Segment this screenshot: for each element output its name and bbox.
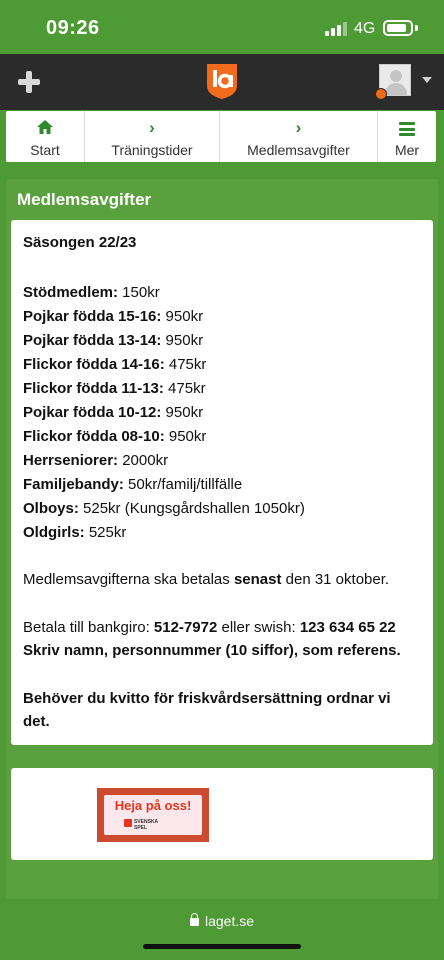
notification-dot (375, 88, 387, 100)
season-heading: Säsongen 22/23 (23, 234, 137, 251)
url-bar[interactable] (0, 913, 444, 929)
fee-row: Pojkar födda 10-12: 950kr (23, 404, 204, 421)
nav-item-mer[interactable] (378, 111, 436, 162)
nav-label: Medlemsavgifter (247, 142, 350, 158)
fee-row: Herrseniorer: 2000kr (23, 452, 169, 469)
fees-card (11, 220, 433, 745)
url-text: laget.se (204, 913, 255, 929)
fee-row: Oldgirls: 525kr (23, 524, 127, 541)
fee-row: Stödmedlem: 150kr (23, 284, 160, 301)
fee-row: Pojkar födda 15-16: 950kr (23, 308, 204, 325)
receipt-text-cont: det. (23, 713, 50, 730)
ad-card (11, 768, 433, 860)
nav-item-traningstider[interactable] (85, 111, 220, 162)
ad-title: Heja på oss! (114, 798, 192, 813)
nav-label: Träningstider (111, 142, 193, 158)
lock-icon (190, 918, 199, 926)
chevron-right-icon: › (295, 118, 302, 137)
browser-bar (0, 900, 444, 960)
battery-tip (415, 25, 418, 31)
home-icon (6, 119, 84, 137)
nav-label: Mer (394, 142, 420, 158)
chevron-down-icon[interactable] (422, 77, 432, 83)
network-type: 4G (354, 20, 376, 37)
ad-brand: SVENSKA SPEL (134, 819, 159, 831)
battery-icon (383, 20, 413, 36)
ad-banner[interactable] (97, 788, 209, 842)
fee-row: Pojkar födda 13-14: 950kr (23, 332, 204, 349)
page-title: Medlemsavgifter (17, 190, 152, 209)
breadcrumb-nav (6, 111, 436, 162)
fee-row: Olboys: 525kr (Kungsgårdshallen 1050kr) (23, 500, 305, 517)
fee-row: Flickor födda 11-13: 475kr (23, 380, 206, 397)
plus-icon[interactable] (18, 71, 40, 93)
chevron-right-icon: › (149, 118, 155, 137)
status-bar (0, 0, 444, 54)
nav-label: Start (30, 142, 60, 158)
svenska-spel-logo (124, 819, 132, 827)
nav-item-start[interactable] (6, 111, 85, 162)
nav-item-medlemsavgifter[interactable] (220, 111, 378, 162)
fee-row: Familjebandy: 50kr/familj/tillfälle (23, 476, 243, 493)
cellular-signal-icon (325, 22, 347, 36)
payment-text: Betala till bankgiro: 512-7972 eller swish: 123 634 65 22 (23, 619, 396, 636)
fee-row: Flickor födda 08-10: 950kr (23, 428, 207, 445)
deadline-text: Medlemsavgifterna ska betalas senast den 31 oktober. (23, 571, 390, 588)
menu-icon (399, 122, 415, 136)
reference-text: Skriv namn, personnummer (10 siffor), som referens. (23, 642, 401, 659)
home-indicator[interactable] (143, 944, 301, 949)
laget-logo[interactable] (205, 62, 239, 100)
fee-row: Flickor födda 14-16: 475kr (23, 356, 207, 373)
receipt-text: Behöver du kvitto för friskvårdsersättning ordnar vi (23, 690, 391, 707)
status-time: 09:26 (46, 17, 100, 39)
